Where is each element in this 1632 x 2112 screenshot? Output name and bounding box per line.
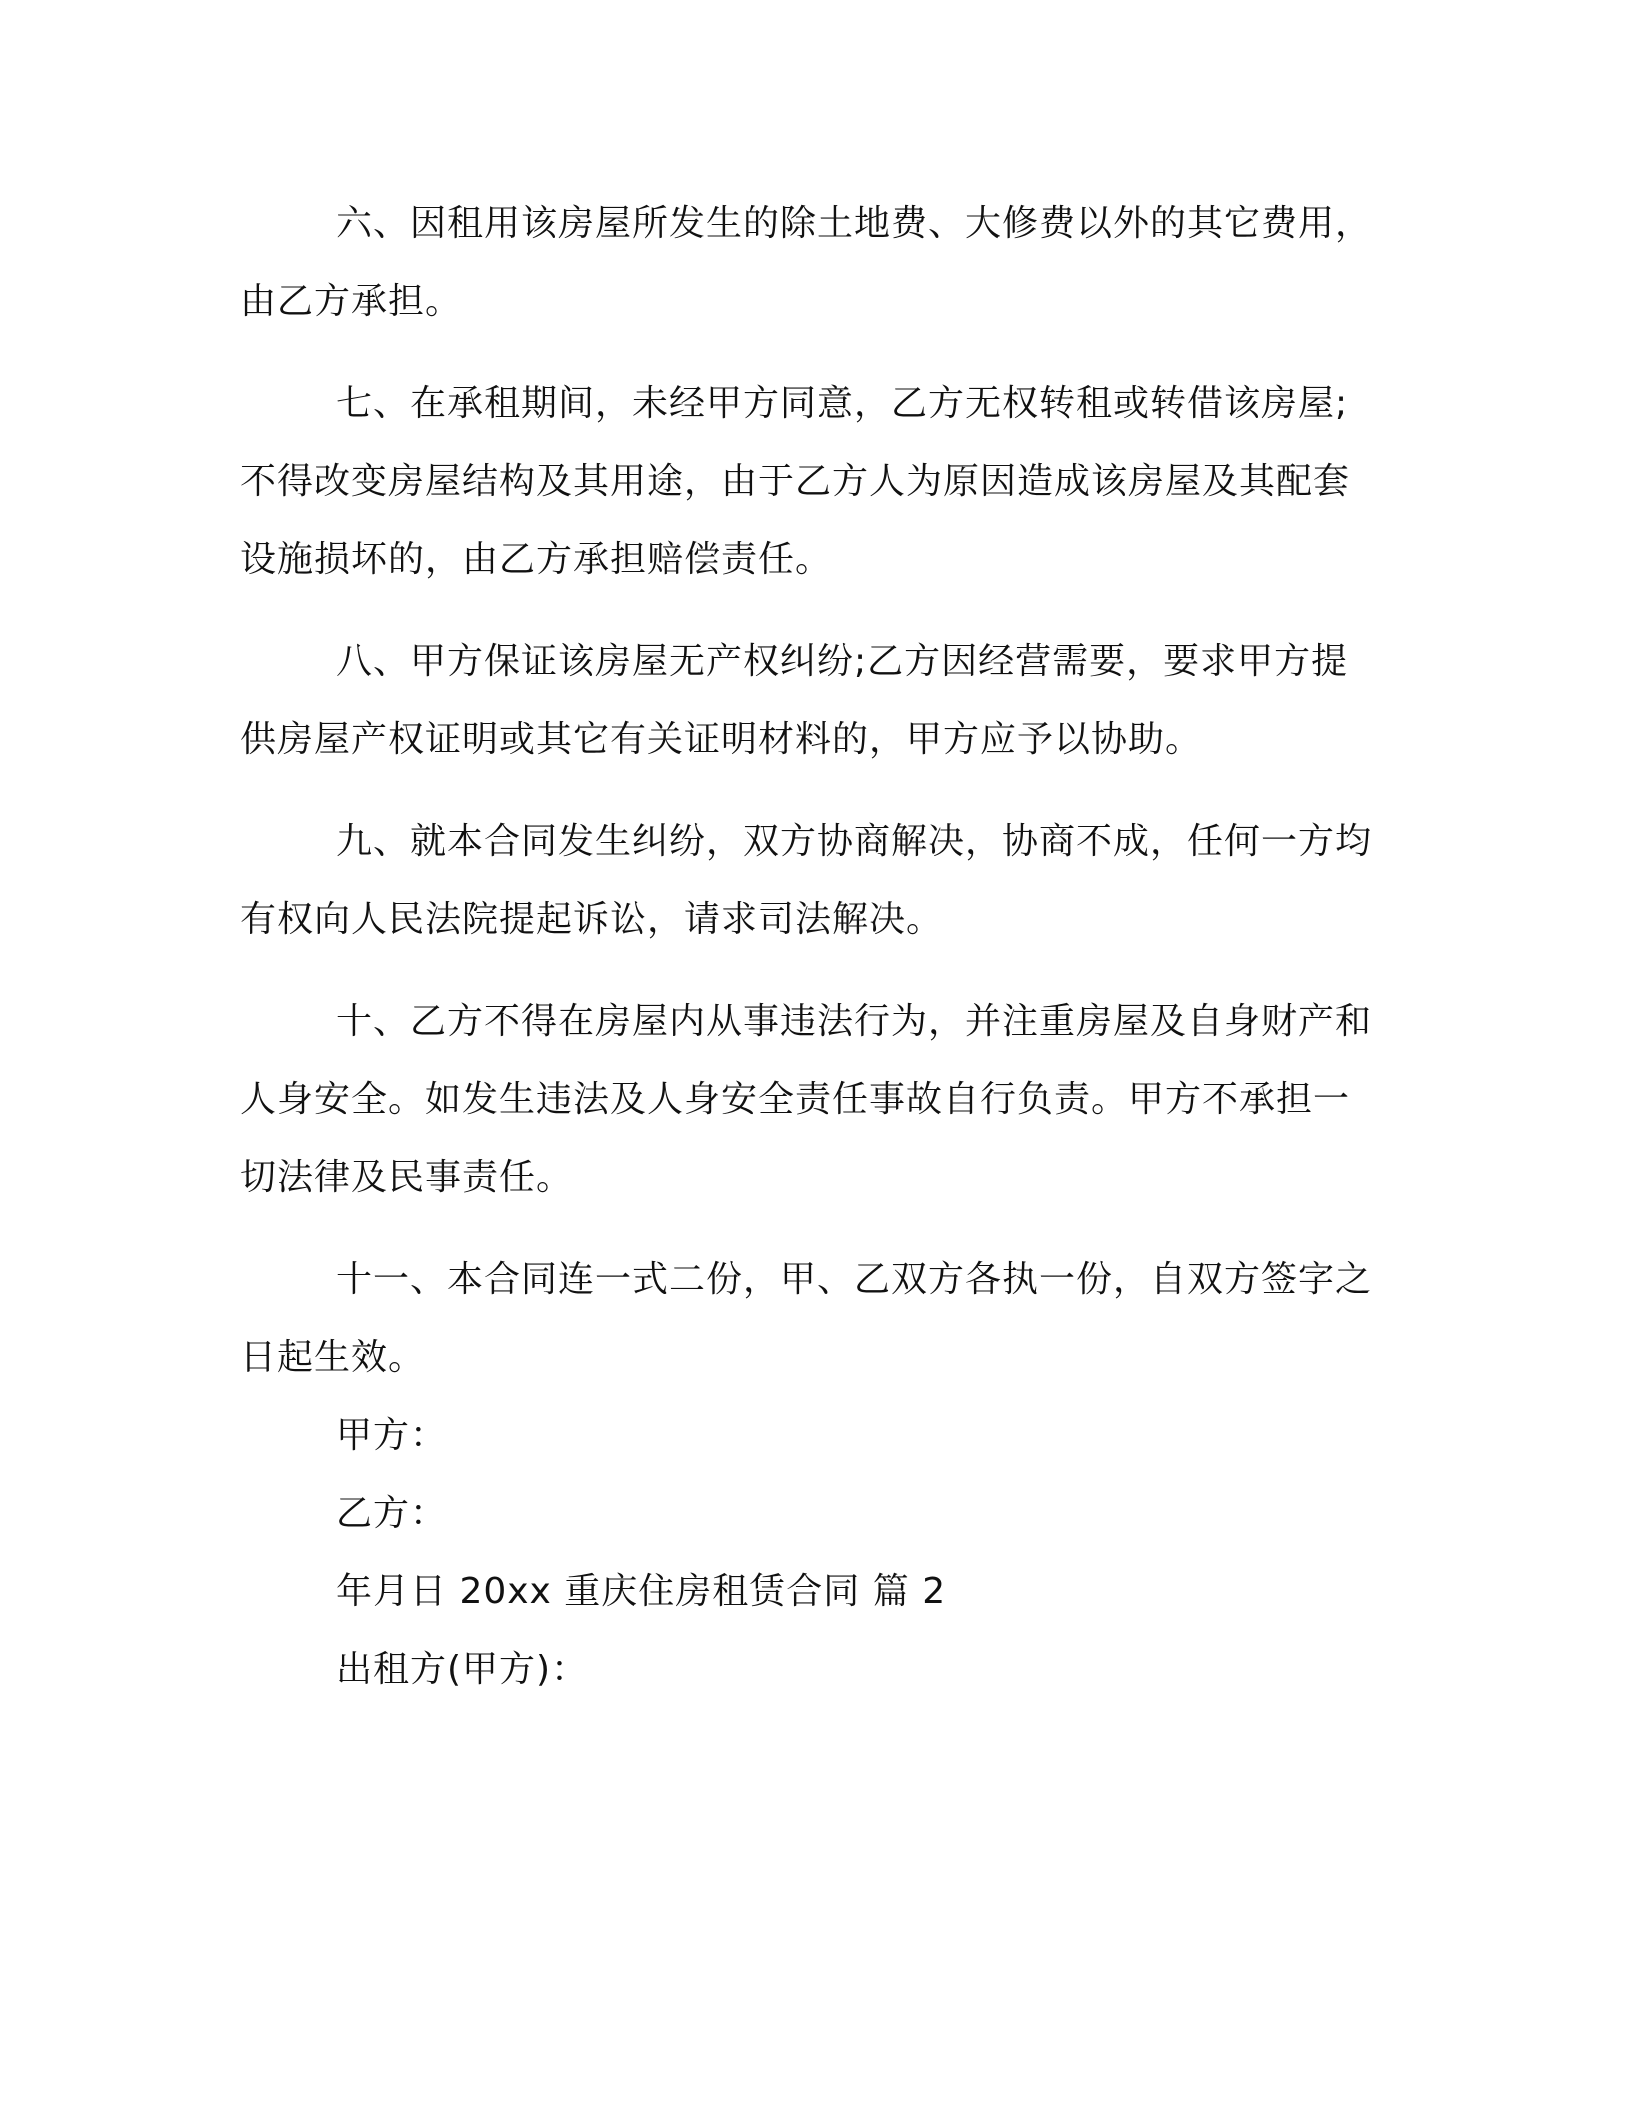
clause-11: 十一、本合同连一式二份，甲、乙双方各执一份，自双方签字之日起生效。 bbox=[240, 1259, 1373, 1378]
party-a-signature-label: 甲方： bbox=[336, 1415, 448, 1456]
date-and-section-title: 年月日 20xx 重庆住房租赁合同 篇 2 bbox=[336, 1571, 947, 1612]
party-b-signature-label: 乙方： bbox=[336, 1493, 448, 1534]
clause-10: 十、乙方不得在房屋内从事违法行为，并注重房屋及自身财产和人身安全。如发生违法及人身安全责任事故自行负责。甲方不承担一切法律及民事责任。 bbox=[240, 1001, 1373, 1198]
document-body bbox=[240, 185, 1380, 1709]
clause-9: 九、就本合同发生纠纷，双方协商解决，协商不成，任何一方均有权向人民法院提起诉讼，请求司法解决。 bbox=[240, 821, 1373, 940]
clause-8: 八、甲方保证该房屋无产权纠纷;乙方因经营需要，要求甲方提供房屋产权证明或其它有关证明材料的，甲方应予以协助。 bbox=[240, 641, 1349, 760]
clause-6: 六、因租用该房屋所发生的除土地费、大修费以外的其它费用，由乙方承担。 bbox=[240, 203, 1373, 322]
clause-7: 七、在承租期间，未经甲方同意，乙方无权转租或转借该房屋;不得改变房屋结构及其用途，由于乙方人为原因造成该房屋及其配套设施损坏的，由乙方承担赔偿责任。 bbox=[240, 383, 1351, 580]
lessor-label: 出租方(甲方)： bbox=[336, 1649, 589, 1690]
